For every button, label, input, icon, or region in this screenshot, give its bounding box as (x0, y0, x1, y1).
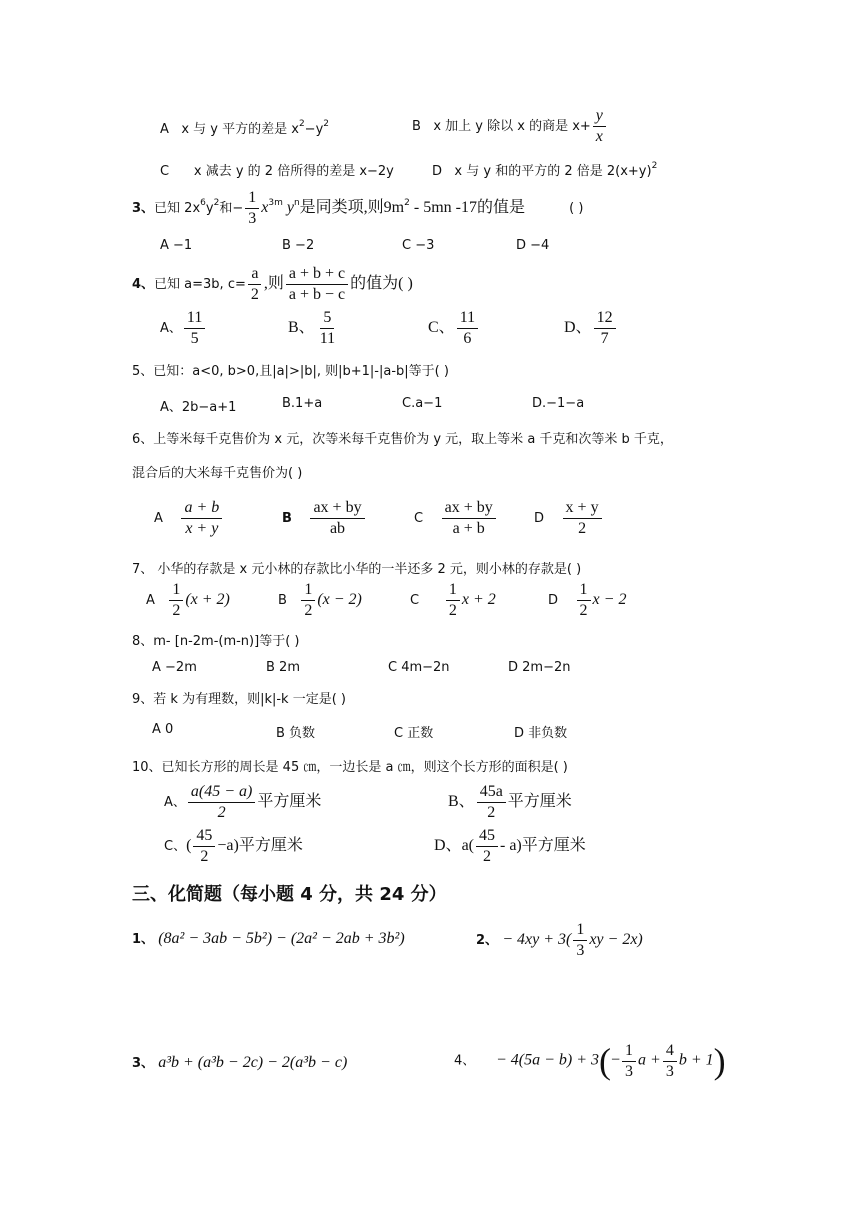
math-expr: − 4xy + 3( (502, 931, 572, 948)
q9-option-c: C 正数 (394, 726, 434, 741)
numerator: a + b (181, 498, 222, 519)
numerator: 1 (301, 580, 315, 601)
numerator: a(45 − a) (188, 782, 255, 803)
numerator: 1 (169, 580, 183, 601)
fraction (181, 498, 222, 539)
superscript: 2 (651, 161, 658, 171)
q8-option-d: D 2m−2n (508, 660, 571, 675)
denominator: 3 (576, 942, 585, 959)
option-label: D、 (434, 837, 462, 854)
q10-option-b (448, 782, 572, 823)
denominator: 3 (625, 1062, 634, 1080)
fraction (577, 580, 591, 621)
fraction (193, 826, 215, 867)
option-text: x 加上 y 除以 x 的商是 x+ (433, 119, 591, 134)
denominator: ab (329, 520, 346, 537)
option-text: x 减去 y 的 2 倍所得的差是 x−2y (193, 164, 394, 179)
option-label: B、 (288, 319, 315, 336)
option-text: x 与 y 平方的差是 x (181, 122, 299, 137)
q6-option-a (154, 498, 224, 539)
q5-option-a: A、2b−a+1 (160, 400, 237, 415)
numerator: 1 (446, 580, 460, 601)
option-label: B (282, 511, 292, 526)
numerator: 11 (184, 308, 205, 329)
option-label: A (154, 511, 163, 526)
denominator: 3 (248, 210, 257, 227)
q4-option-a (160, 308, 207, 349)
option-label: D、 (564, 319, 592, 336)
option-label: D (534, 511, 545, 526)
denominator: a + b − c (288, 286, 346, 303)
q3-option-b: B −2 (282, 238, 315, 253)
unit: 平方厘米 (507, 793, 572, 810)
denominator: 2 (448, 602, 457, 619)
problem-number: 2、 (476, 933, 499, 948)
math-expr: −a)平方厘米 (217, 837, 303, 854)
option-label: D (432, 164, 443, 179)
problem-number: 1、 (132, 932, 155, 947)
numerator: 45 (193, 826, 215, 847)
math-expr: - a)平方厘米 (500, 837, 586, 854)
q2-option-d (432, 160, 657, 179)
q4-option-c (428, 308, 480, 349)
question-6-line2: 混合后的大米每千克售价为( ) (132, 466, 303, 481)
math-expr: (x + 2) (185, 591, 230, 608)
question-text: 和− (219, 201, 244, 216)
paren: a( (461, 837, 474, 854)
fraction (310, 498, 364, 539)
denominator: 2 (172, 602, 181, 619)
numerator: 1 (577, 580, 591, 601)
math-expr: − 4(5a − b) + 3 (495, 1051, 599, 1069)
numerator: 45 (476, 826, 498, 847)
q2-option-a (160, 118, 329, 137)
fraction (573, 920, 587, 961)
question-4 (132, 264, 413, 305)
math-expr: − (611, 1051, 621, 1069)
option-label: B、 (448, 793, 475, 810)
numerator: 12 (594, 308, 616, 329)
numerator: 1 (622, 1041, 636, 1062)
option-text: −y (304, 122, 324, 137)
superscript: 2 (404, 198, 410, 208)
q7-option-b (278, 580, 362, 621)
question-5: 5、已知：a<0, b>0,且|a|>|b|, 则|b+1|-|a-b|等于( ) (132, 364, 449, 379)
option-label: B (412, 119, 421, 134)
q3-option-a: A −1 (160, 238, 193, 253)
math-expr: b + 1 (678, 1051, 714, 1069)
question-3 (132, 188, 583, 229)
superscript: 3m (268, 198, 283, 208)
numerator: 45a (477, 782, 506, 803)
simplify-problem-3 (132, 1052, 347, 1072)
math-expr: xy − 2x) (589, 931, 643, 948)
question-text: 是同类项,则9m (299, 199, 405, 216)
superscript: 6 (200, 198, 206, 208)
q5-option-c: C.a−1 (402, 396, 443, 411)
q5-option-d: D.−1−a (532, 396, 585, 411)
q4-option-b (288, 308, 340, 349)
answer-blank: ( ) (569, 201, 584, 216)
fraction (184, 308, 205, 349)
question-6-line1: 6、上等米每千克售价为 x 元，次等米每千克售价为 y 元，取上等米 a 千克和次等米 b 千克， (132, 432, 673, 447)
q9-option-b: B 负数 (276, 726, 316, 741)
fraction (442, 498, 496, 539)
superscript: 2 (323, 119, 329, 129)
math-expr: (8a² − 3ab − 5b²) − (2a² − 2ab + 3b²) (158, 930, 405, 947)
numerator: a (248, 264, 261, 285)
option-label: A (160, 122, 169, 137)
q5-option-b: B.1+a (282, 396, 323, 411)
math-expr: a³b + (a³b − 2c) − 2(a³b − c) (158, 1054, 348, 1071)
option-label: C、 (164, 839, 187, 854)
math-expr: (x − 2) (317, 591, 362, 608)
question-text: - 5mn -17的值是 (409, 199, 525, 216)
fraction (446, 580, 460, 621)
question-number: 4、 (132, 277, 155, 292)
numerator: 1 (245, 188, 259, 209)
simplify-problem-4 (454, 1040, 726, 1082)
q9-option-a: A 0 (152, 722, 174, 737)
q8-option-c: C 4m−2n (388, 660, 450, 675)
numerator: ax + by (442, 498, 496, 519)
q7-option-a (146, 580, 230, 621)
option-label: C (414, 511, 424, 526)
paren: ) (713, 1041, 726, 1081)
question-9: 9、若 k 为有理数，则|k|-k 一定是( ) (132, 692, 346, 707)
fraction (663, 1041, 677, 1082)
numerator: x + y (563, 498, 602, 519)
option-label: C (410, 593, 420, 608)
denominator: 2 (217, 804, 226, 821)
fraction (593, 106, 606, 147)
q7-option-c (410, 580, 496, 621)
numerator: 1 (573, 920, 587, 941)
denominator: a + b (452, 520, 485, 537)
denominator: 11 (319, 330, 336, 347)
simplify-problem-2 (476, 920, 643, 961)
numerator: 5 (320, 308, 334, 329)
denominator: x (595, 128, 603, 145)
denominator: 2 (578, 520, 587, 537)
option-label: A、 (164, 795, 186, 810)
q6-option-b (282, 498, 367, 539)
q3-option-c: C −3 (402, 238, 435, 253)
denominator: 2 (250, 286, 259, 303)
q9-option-d: D 非负数 (514, 726, 568, 741)
numerator: a + b + c (286, 264, 348, 285)
question-text: 已知 a=3b, c= (154, 277, 246, 292)
math-expr: x − 2 (592, 591, 627, 608)
numerator: y (593, 106, 606, 127)
q6-option-c (414, 498, 498, 539)
problem-number: 4、 (454, 1053, 476, 1069)
fraction (477, 782, 506, 823)
question-10: 10、已知长方形的周长是 45 ㎝，一边长是 a ㎝，则这个长方形的面积是( ) (132, 760, 568, 775)
section-title: 三、化简题（每小题 4 分，共 24 分） (132, 884, 447, 905)
numerator: 4 (663, 1041, 677, 1062)
denominator: x + y (185, 520, 219, 537)
paren: ( (186, 837, 192, 854)
paren: ( (599, 1041, 611, 1081)
q10-option-c (164, 826, 303, 867)
fraction (317, 308, 338, 349)
question-text: y (205, 201, 214, 216)
question-text: 的值为( ) (350, 275, 413, 292)
denominator: 2 (304, 602, 313, 619)
q6-option-d (534, 498, 604, 539)
option-label: C (160, 164, 170, 179)
fraction (301, 580, 315, 621)
q2-option-b (412, 106, 608, 147)
denominator: 7 (600, 330, 609, 347)
fraction (457, 308, 478, 349)
denominator: 2 (579, 602, 588, 619)
denominator: 2 (483, 848, 491, 865)
q2-option-c (160, 160, 394, 179)
question-number: 3、 (132, 201, 155, 216)
q10-option-d (434, 826, 586, 867)
fraction (169, 580, 183, 621)
q3-option-d: D −4 (516, 238, 550, 253)
fraction (594, 308, 616, 349)
fraction (188, 782, 255, 823)
q10-option-a (164, 782, 321, 823)
option-text: x 与 y 和的平方的 2 倍是 2(x+y) (454, 164, 652, 179)
fraction (248, 264, 262, 305)
simplify-problem-1 (132, 928, 405, 948)
question-text: 已知 2x (154, 201, 201, 216)
math-var: y (282, 199, 294, 216)
option-label: A、 (160, 321, 182, 336)
math-var: x (261, 199, 269, 216)
fraction (245, 188, 259, 229)
unit: 平方厘米 (257, 793, 322, 810)
fraction (476, 826, 498, 867)
denominator: 5 (190, 330, 199, 347)
numerator: ax + by (310, 498, 364, 519)
math-expr: a + (638, 1051, 661, 1069)
q4-option-d (564, 308, 618, 349)
option-label: B (278, 593, 287, 608)
q8-option-a: A −2m (152, 660, 197, 675)
fraction (622, 1041, 636, 1082)
denominator: 2 (487, 804, 496, 821)
denominator: 2 (200, 848, 209, 865)
denominator: 6 (463, 330, 472, 347)
math-expr: x + 2 (461, 591, 496, 608)
fraction (286, 264, 348, 305)
fraction (563, 498, 602, 539)
superscript: 2 (298, 119, 305, 129)
q7-option-d (548, 580, 626, 621)
option-label: D (548, 593, 559, 608)
q8-option-b: B 2m (266, 660, 300, 675)
option-label: A (146, 593, 155, 608)
superscript: 2 (213, 198, 220, 208)
question-7: 7、 小华的存款是 x 元小林的存款比小华的一半还多 2 元，则小林的存款是( ) (132, 562, 582, 577)
numerator: 11 (457, 308, 478, 329)
denominator: 3 (665, 1062, 674, 1080)
superscript: n (293, 198, 300, 208)
question-8: 8、m- [n-2m-(m-n)]等于( ) (132, 634, 300, 649)
problem-number: 3、 (132, 1056, 155, 1071)
question-text: ,则 (263, 275, 284, 292)
option-label: C、 (428, 319, 455, 336)
